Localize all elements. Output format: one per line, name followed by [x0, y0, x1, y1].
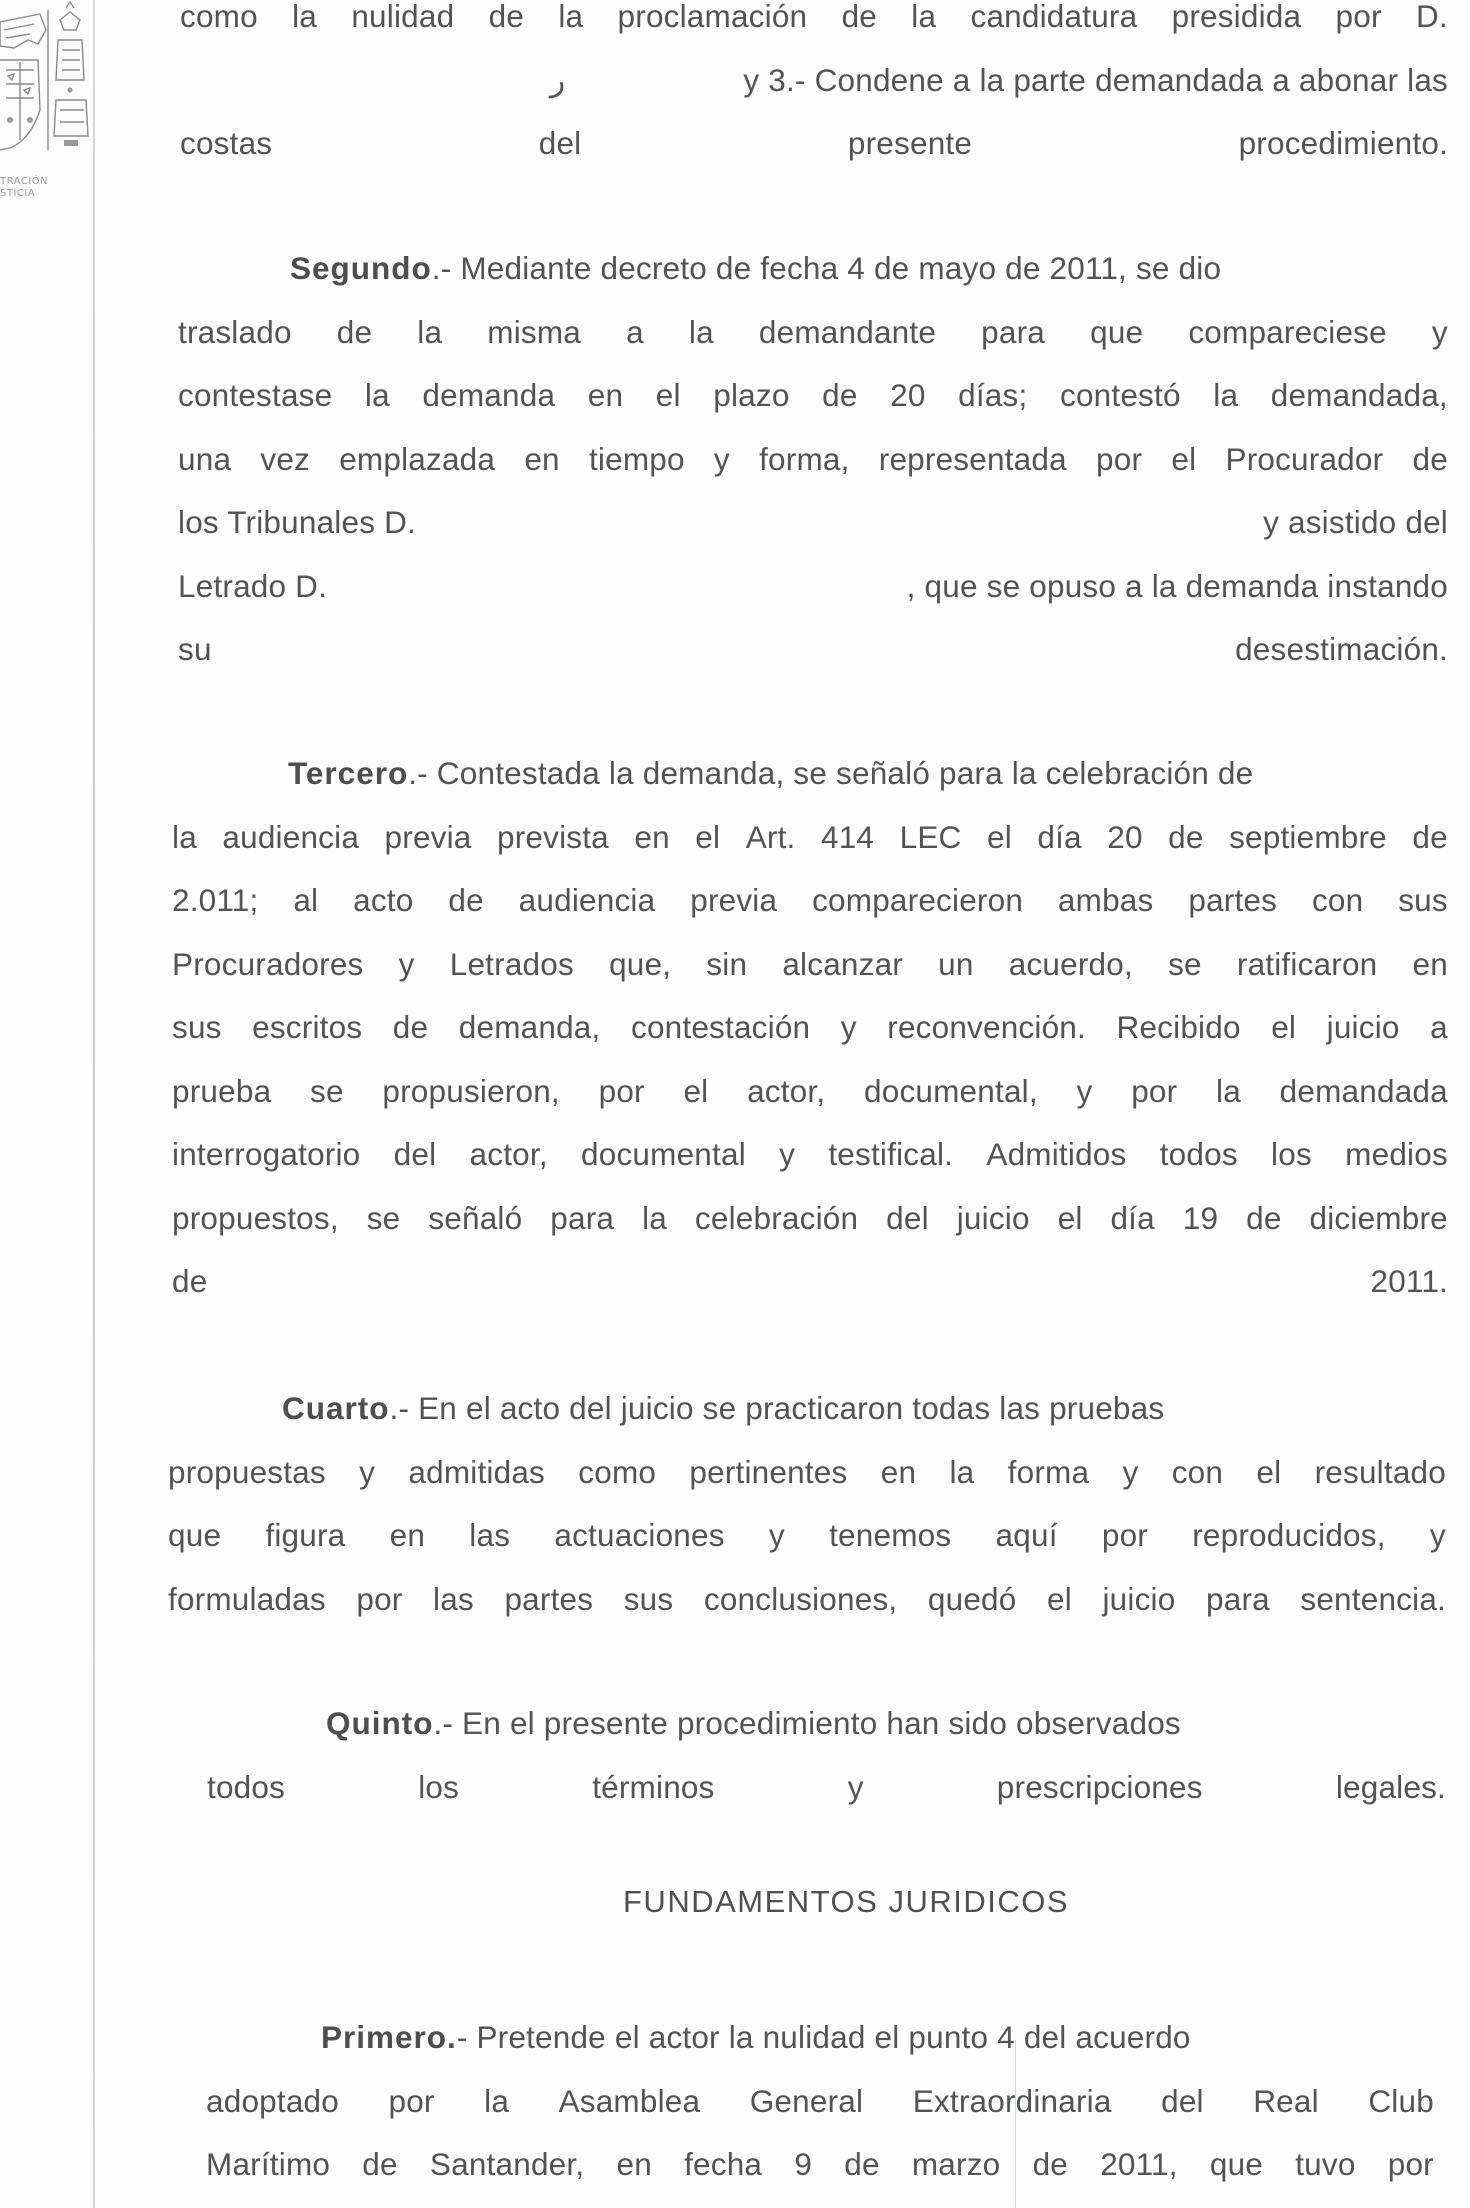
word: la [642, 1199, 667, 1236]
word: Real [1253, 2082, 1319, 2119]
word: la [558, 0, 584, 34]
word: por [1096, 440, 1143, 477]
word: de [1412, 818, 1448, 855]
paragraph-segundo [178, 237, 1448, 682]
word: celebración [694, 1199, 859, 1236]
word: prueba [172, 1072, 272, 1109]
word: testifical. [828, 1136, 954, 1172]
emblem-caption-line-2: STICIA [0, 188, 36, 199]
word: audiencia [222, 818, 360, 855]
word: y [768, 1517, 785, 1553]
word: previa [384, 818, 472, 855]
word: Admitidos [986, 1136, 1127, 1172]
word: actor, [747, 1072, 826, 1109]
word: los [1271, 1136, 1312, 1172]
word: en [587, 377, 624, 413]
word: 414 [820, 818, 875, 855]
text-line [172, 933, 1448, 997]
word: la [172, 818, 197, 855]
word: se [366, 1199, 401, 1236]
word: reproducidos, [1192, 1517, 1386, 1553]
word: D. [1415, 0, 1448, 34]
word: que [1090, 313, 1144, 350]
word: documental [581, 1136, 746, 1172]
word: la [1216, 1072, 1241, 1109]
text-line-content: .- Mediante decreto de fecha 4 de mayo de 2011, se dio [431, 250, 1222, 286]
text-line [180, 49, 1448, 113]
word: un [938, 945, 974, 982]
word: 2011, [1100, 2146, 1178, 2182]
word: 20 [890, 377, 926, 413]
word: prevista [497, 818, 609, 855]
text-line [178, 428, 1448, 492]
word: contestase [178, 377, 333, 413]
word: el [1271, 1009, 1297, 1045]
word: proclamación [617, 0, 808, 34]
paragraph-label: Quinto [326, 1705, 434, 1741]
word: de [1032, 2146, 1069, 2182]
word: Extraordinaria [912, 2082, 1112, 2119]
word: en [880, 1453, 917, 1490]
word: la [364, 377, 390, 413]
word: Asamblea [558, 2082, 701, 2119]
word: de [488, 0, 525, 34]
text-line [206, 2133, 1434, 2197]
word: las [469, 1517, 511, 1553]
text-line [168, 1504, 1446, 1568]
word: día [1110, 1199, 1155, 1236]
text-line [178, 555, 1448, 619]
word: por [388, 2082, 435, 2119]
coat-of-arms-emblem [0, 0, 96, 160]
word: el [655, 377, 681, 413]
word: días; [958, 377, 1028, 413]
word: la [949, 1453, 975, 1490]
word: nulidad [351, 0, 455, 34]
redaction-mark: ر [550, 61, 574, 98]
word: aquí [995, 1517, 1058, 1553]
word: la [292, 0, 318, 34]
word: que [168, 1517, 222, 1553]
word: reconvención. [887, 1009, 1086, 1045]
text-line: costas del presente procedimiento. [180, 125, 1448, 161]
word: forma [1007, 1453, 1090, 1490]
paragraph-quinto [207, 1692, 1446, 1819]
text-line-content: los Tribunales D. [178, 504, 417, 540]
word: de [1246, 1199, 1282, 1236]
word: misma [487, 313, 582, 350]
paragraph-label: Cuarto [282, 1390, 390, 1426]
word: propusieron, [382, 1072, 560, 1109]
word: General [749, 2082, 864, 2119]
word: 9 [794, 2146, 813, 2182]
word: por [1387, 2146, 1434, 2182]
word: la [417, 313, 443, 350]
word: Marítimo [206, 2146, 331, 2182]
word: de [362, 2146, 398, 2182]
word: tenemos [829, 1517, 952, 1553]
text-line: su desestimación. [178, 631, 1448, 667]
word: en [389, 1517, 426, 1553]
word: y [1122, 1453, 1139, 1490]
word: figura [265, 1517, 346, 1553]
word: Letrados [449, 945, 574, 982]
word: el [683, 1072, 709, 1109]
word: como [180, 0, 258, 34]
text-line [178, 301, 1448, 365]
word: de [336, 313, 373, 350]
text-line [172, 869, 1448, 933]
word: para [550, 1199, 615, 1236]
word: contestación [631, 1009, 811, 1045]
word: el [695, 818, 721, 855]
word: plazo [713, 377, 790, 413]
word: 2.011; [172, 882, 259, 918]
word: demandada [1279, 1072, 1448, 1109]
word: forma, [759, 440, 850, 477]
paragraph-cuarto [168, 1377, 1446, 1631]
word: de [448, 882, 484, 918]
word: Procurador [1225, 440, 1384, 477]
word: por [1131, 1072, 1178, 1109]
word: día [1037, 818, 1082, 855]
word: vez [260, 440, 310, 477]
word: admitidas [408, 1453, 545, 1490]
word: comparecieron [812, 882, 1024, 918]
word: Club [1368, 2082, 1434, 2119]
word: documental, [864, 1072, 1038, 1109]
emblem-caption [0, 176, 80, 200]
text-line: de 2011. [172, 1263, 1448, 1299]
word: y [840, 1009, 857, 1045]
word: juicio [956, 1199, 1030, 1236]
text-line [178, 237, 1448, 301]
word: LEC [899, 818, 962, 855]
page-margin-rule [93, 0, 95, 2208]
word: la [911, 0, 937, 34]
word: se [1168, 945, 1202, 982]
word: candidatura [970, 0, 1138, 34]
word: del [1161, 2082, 1204, 2119]
text-line [206, 2070, 1434, 2134]
word: Recibido [1116, 1009, 1241, 1045]
paragraph-label: Tercero [288, 755, 409, 791]
text-line [178, 364, 1448, 428]
word: actuaciones [554, 1517, 725, 1553]
text-line-content: Letrado D. [178, 567, 328, 604]
word: juicio [1326, 1009, 1400, 1045]
text-line-content: .- En el acto del juicio se practicaron todas las pruebas [389, 1390, 1165, 1426]
word: del [393, 1136, 437, 1172]
word: fecha [684, 2146, 763, 2182]
text-line [172, 742, 1448, 806]
word: adoptado [206, 2082, 339, 2119]
word: y [398, 945, 415, 982]
word: en [524, 440, 560, 477]
word: interrogatorio [172, 1136, 361, 1172]
word: a [626, 313, 644, 350]
word: que [1209, 2146, 1264, 2182]
word: y [1429, 1517, 1446, 1553]
word: y [713, 440, 730, 477]
word: con [1171, 1453, 1224, 1490]
word: previa [690, 882, 778, 918]
word: y [1431, 313, 1448, 350]
word: y [359, 1453, 376, 1490]
word: escritos [252, 1009, 363, 1045]
intro-paragraph [180, 0, 1448, 176]
text-line-content: , que se opuso a la demanda instando [906, 567, 1448, 604]
word: y [1076, 1072, 1093, 1109]
paragraph-label: Primero. [321, 2019, 457, 2055]
word: emplazada [339, 440, 496, 477]
word: Procuradores [172, 945, 364, 982]
word: y [779, 1136, 796, 1172]
word: ratificaron [1236, 945, 1378, 982]
word: la [1213, 377, 1239, 413]
word: tiempo [588, 440, 685, 477]
text-line-content: .- Contestada la demanda, se señaló para la celebración de [408, 755, 1254, 791]
word: medios [1345, 1136, 1448, 1172]
text-line-content: y 3.- Condene a la parte demandada a abonar las [743, 61, 1448, 98]
word: para [981, 313, 1046, 350]
word: señaló [428, 1199, 523, 1236]
text-line [172, 1060, 1448, 1124]
word: partes [1188, 882, 1278, 918]
word: el [1057, 1199, 1083, 1236]
text-line [172, 1123, 1448, 1187]
emblem-caption-line-1: TRACIÓN [0, 176, 49, 187]
word: una [178, 440, 232, 477]
word: tuvo [1295, 2146, 1356, 2182]
word: de [1168, 818, 1204, 855]
word: compareciese [1188, 313, 1387, 350]
word: de [1412, 440, 1448, 477]
word: la [688, 313, 714, 350]
word: la [484, 2082, 510, 2119]
word: sus [1398, 882, 1448, 918]
word: traslado [178, 313, 292, 350]
text-line [172, 806, 1448, 870]
word: al [293, 882, 319, 918]
paragraph-label: Segundo [290, 250, 432, 286]
word: del [886, 1199, 929, 1236]
text-line: formuladas por las partes sus conclusiones, quedó el juicio para sentencia. [168, 1580, 1446, 1617]
word: acuerdo, [1008, 945, 1133, 982]
text-line [178, 491, 1448, 555]
word: 19 [1182, 1199, 1219, 1236]
word: Santander, [429, 2146, 585, 2182]
text-line [168, 1377, 1446, 1441]
word: como [578, 1453, 657, 1490]
word: audiencia [518, 882, 656, 918]
text-line [168, 1441, 1446, 1505]
word: acto [353, 882, 414, 918]
word: representada [878, 440, 1067, 477]
word: se [310, 1072, 344, 1109]
word: propuestas [168, 1453, 326, 1490]
paragraph-primero [206, 2006, 1434, 2197]
text-line [206, 2006, 1434, 2070]
text-line [180, 0, 1448, 49]
word: actor, [469, 1136, 548, 1172]
word: marzo [911, 2146, 1001, 2182]
word: pertinentes [689, 1453, 848, 1490]
word: demandante [758, 313, 937, 350]
paragraph-tercero [172, 742, 1448, 1314]
word: 20 [1107, 818, 1143, 855]
word: resultado [1314, 1453, 1446, 1490]
word: presidida [1171, 0, 1302, 34]
word: demandada, [1270, 377, 1448, 413]
text-line [172, 996, 1448, 1060]
word: en [1412, 945, 1448, 982]
word: sin [706, 945, 748, 982]
text-line [207, 1692, 1446, 1756]
text-line [172, 1187, 1448, 1251]
word: en [634, 818, 670, 855]
word: propuestos, [172, 1199, 339, 1236]
word: a [1430, 1009, 1448, 1045]
word: de [392, 1009, 429, 1045]
word: todos [1159, 1136, 1238, 1172]
word: por [1335, 0, 1382, 34]
word: sus [172, 1009, 222, 1045]
word: demanda, [458, 1009, 601, 1045]
word: de [841, 0, 878, 34]
text-line-content: y asistido del [1263, 504, 1448, 540]
word: demanda [422, 377, 556, 413]
word: el [1171, 440, 1197, 477]
word: alcanzar [782, 945, 903, 982]
text-line-content: .- En el presente procedimiento han sido observados [433, 1705, 1181, 1741]
word: por [1101, 1517, 1148, 1553]
word: el [986, 818, 1012, 855]
word: en [616, 2146, 652, 2182]
word: contestó [1060, 377, 1181, 413]
word: ambas [1057, 882, 1154, 918]
word: de [822, 377, 858, 413]
word: el [1256, 1453, 1282, 1490]
word: de [844, 2146, 880, 2182]
word: Art. [745, 818, 796, 855]
text-line: todos los términos y prescripciones legales. [207, 1768, 1446, 1805]
word: diciembre [1309, 1199, 1448, 1236]
word: por [598, 1072, 645, 1109]
word: con [1311, 882, 1364, 918]
section-heading: FUNDAMENTOS JURIDICOS [623, 1884, 1070, 1919]
word: que, [609, 945, 672, 982]
text-line-content: - Pretende el actor la nulidad el punto 4 del acuerdo [456, 2019, 1191, 2055]
word: septiembre [1229, 818, 1387, 855]
